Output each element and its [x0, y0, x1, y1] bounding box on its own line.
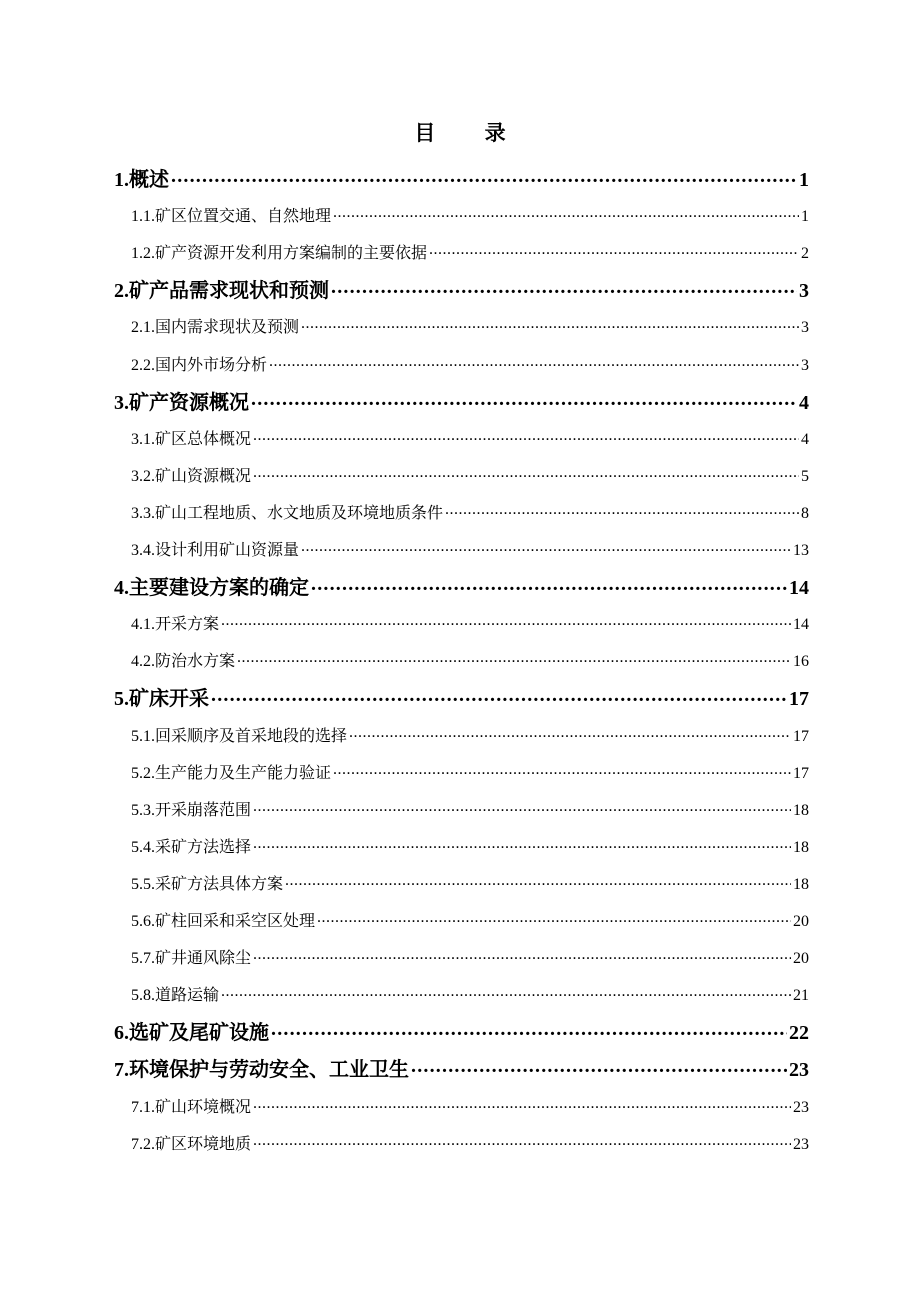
toc-entry-label: 5.4.采矿方法选择	[131, 839, 252, 856]
toc-dot-leader	[237, 650, 791, 666]
toc-entry-page-number: 17	[793, 765, 809, 782]
toc-entry-label: 5.矿床开采	[114, 688, 209, 710]
toc-section-entry[interactable]	[131, 872, 809, 898]
toc-entry-page-number: 3	[801, 319, 809, 336]
toc-entry-page-number: 13	[793, 542, 809, 559]
toc-dot-leader	[253, 465, 799, 481]
toc-section-entry[interactable]	[131, 835, 809, 861]
toc-entry-page-number: 8	[801, 505, 809, 522]
toc-entry-label: 5.3.开采崩落范围	[131, 802, 252, 819]
toc-dot-leader	[411, 1056, 787, 1076]
toc-dot-leader	[301, 539, 791, 555]
toc-entry-page-number: 22	[789, 1022, 809, 1044]
toc-chapter-entry[interactable]	[114, 275, 809, 307]
toc-entry-label: 3.4.设计利用矿山资源量	[131, 542, 300, 559]
toc-dot-leader	[221, 613, 791, 629]
toc-entry-label: 5.7.矿井通风除尘	[131, 950, 252, 967]
toc-dot-leader	[349, 725, 791, 741]
toc-entry-label: 5.5.采矿方法具体方案	[131, 876, 284, 893]
toc-entry-page-number: 18	[793, 876, 809, 893]
toc-entry-page-number: 4	[801, 431, 809, 448]
toc-entry-page-number: 23	[789, 1059, 809, 1081]
toc-dot-leader	[301, 316, 799, 332]
toc-dot-leader	[429, 242, 799, 258]
toc-title: 目 录	[414, 121, 528, 145]
toc-entry-page-number: 5	[801, 468, 809, 485]
toc-section-entry[interactable]	[131, 241, 809, 267]
toc-section-entry[interactable]	[131, 946, 809, 972]
toc-entry-page-number: 3	[801, 357, 809, 374]
toc-section-entry[interactable]	[131, 315, 809, 341]
toc-dot-leader	[445, 502, 799, 518]
toc-entry-page-number: 17	[789, 688, 809, 710]
toc-section-entry[interactable]	[131, 464, 809, 490]
toc-section-entry[interactable]	[131, 427, 809, 453]
toc-dot-leader	[253, 947, 791, 963]
toc-entry-label: 7.环境保护与劳动安全、工业卫生	[114, 1059, 409, 1081]
toc-chapter-entry[interactable]	[114, 387, 809, 419]
toc-entry-page-number: 23	[793, 1099, 809, 1116]
toc-section-entry[interactable]	[131, 798, 809, 824]
toc-dot-leader	[317, 910, 791, 926]
toc-entry-label: 3.3.矿山工程地质、水文地质及环境地质条件	[131, 505, 444, 522]
toc-dot-leader	[251, 389, 797, 409]
toc-entry-label: 6.选矿及尾矿设施	[114, 1022, 269, 1044]
toc-entry-label: 3.2.矿山资源概况	[131, 468, 252, 485]
toc-section-entry[interactable]	[131, 1132, 809, 1158]
toc-entry-label: 3.1.矿区总体概况	[131, 431, 252, 448]
toc-entry-label: 1.2.矿产资源开发利用方案编制的主要依据	[131, 245, 428, 262]
toc-entry-label: 4.主要建设方案的确定	[114, 577, 309, 599]
toc-entry-page-number: 3	[799, 280, 809, 302]
toc-entry-label: 2.2.国内外市场分析	[131, 357, 268, 374]
toc-entry-label: 4.1.开采方案	[131, 616, 220, 633]
toc-section-entry[interactable]	[131, 724, 809, 750]
toc-entry-label: 5.8.道路运输	[131, 987, 220, 1004]
toc-section-entry[interactable]	[131, 761, 809, 787]
toc-entry-page-number: 23	[793, 1136, 809, 1153]
toc-dot-leader	[253, 1096, 791, 1112]
toc-entry-label: 5.6.矿柱回采和采空区处理	[131, 913, 316, 930]
toc-dot-leader	[285, 873, 791, 889]
toc-entry-page-number: 18	[793, 839, 809, 856]
toc-dot-leader	[271, 1019, 787, 1039]
toc-entry-label: 5.2.生产能力及生产能力验证	[131, 765, 332, 782]
toc-chapter-entry[interactable]	[114, 1054, 809, 1086]
toc-chapter-entry[interactable]	[114, 572, 809, 604]
toc-entry-page-number: 17	[793, 728, 809, 745]
toc-entry-page-number: 18	[793, 802, 809, 819]
toc-section-entry[interactable]	[131, 649, 809, 675]
toc-entry-page-number: 14	[789, 577, 809, 599]
toc-entry-page-number: 1	[801, 208, 809, 225]
toc-section-entry[interactable]	[131, 353, 809, 379]
toc-entry-page-number: 4	[799, 392, 809, 414]
toc-dot-leader	[253, 428, 799, 444]
toc-section-entry[interactable]	[131, 1095, 809, 1121]
toc-dot-leader	[211, 685, 787, 705]
toc-chapter-entry[interactable]	[114, 164, 809, 196]
toc-entry-label: 1.1.矿区位置交通、自然地理	[131, 208, 332, 225]
toc-section-entry[interactable]	[131, 983, 809, 1009]
toc-dot-leader	[333, 762, 791, 778]
toc-chapter-entry[interactable]	[114, 1017, 809, 1049]
toc-entry-label: 3.矿产资源概况	[114, 392, 249, 414]
toc-section-entry[interactable]	[131, 612, 809, 638]
toc-entry-label: 2.矿产品需求现状和预测	[114, 280, 329, 302]
toc-section-entry[interactable]	[131, 909, 809, 935]
toc-entry-label: 5.1.回采顺序及首采地段的选择	[131, 728, 348, 745]
toc-entry-page-number: 20	[793, 913, 809, 930]
toc-entry-label: 7.1.矿山环境概况	[131, 1099, 252, 1116]
toc-dot-leader	[311, 574, 787, 594]
toc-entry-page-number: 14	[793, 616, 809, 633]
toc-chapter-entry[interactable]	[114, 683, 809, 715]
toc-dot-leader	[253, 1133, 791, 1149]
toc-dot-leader	[331, 277, 797, 297]
toc-dot-leader	[221, 984, 791, 1000]
toc-entry-label: 7.2.矿区环境地质	[131, 1136, 252, 1153]
toc-entry-label: 2.1.国内需求现状及预测	[131, 319, 300, 336]
toc-dot-leader	[253, 799, 791, 815]
toc-entry-page-number: 1	[799, 169, 809, 191]
toc-section-entry[interactable]	[131, 204, 809, 230]
toc-section-entry[interactable]	[131, 501, 809, 527]
toc-entry-label: 4.2.防治水方案	[131, 653, 236, 670]
toc-dot-leader	[269, 354, 799, 370]
toc-entry-label: 1.概述	[114, 169, 169, 191]
toc-entry-page-number: 20	[793, 950, 809, 967]
toc-section-entry[interactable]	[131, 538, 809, 564]
toc-dot-leader	[171, 166, 797, 186]
toc-dot-leader	[253, 836, 791, 852]
toc-entry-page-number: 2	[801, 245, 809, 262]
toc-dot-leader	[333, 205, 799, 221]
toc-entry-page-number: 16	[793, 653, 809, 670]
toc-entry-page-number: 21	[793, 987, 809, 1004]
